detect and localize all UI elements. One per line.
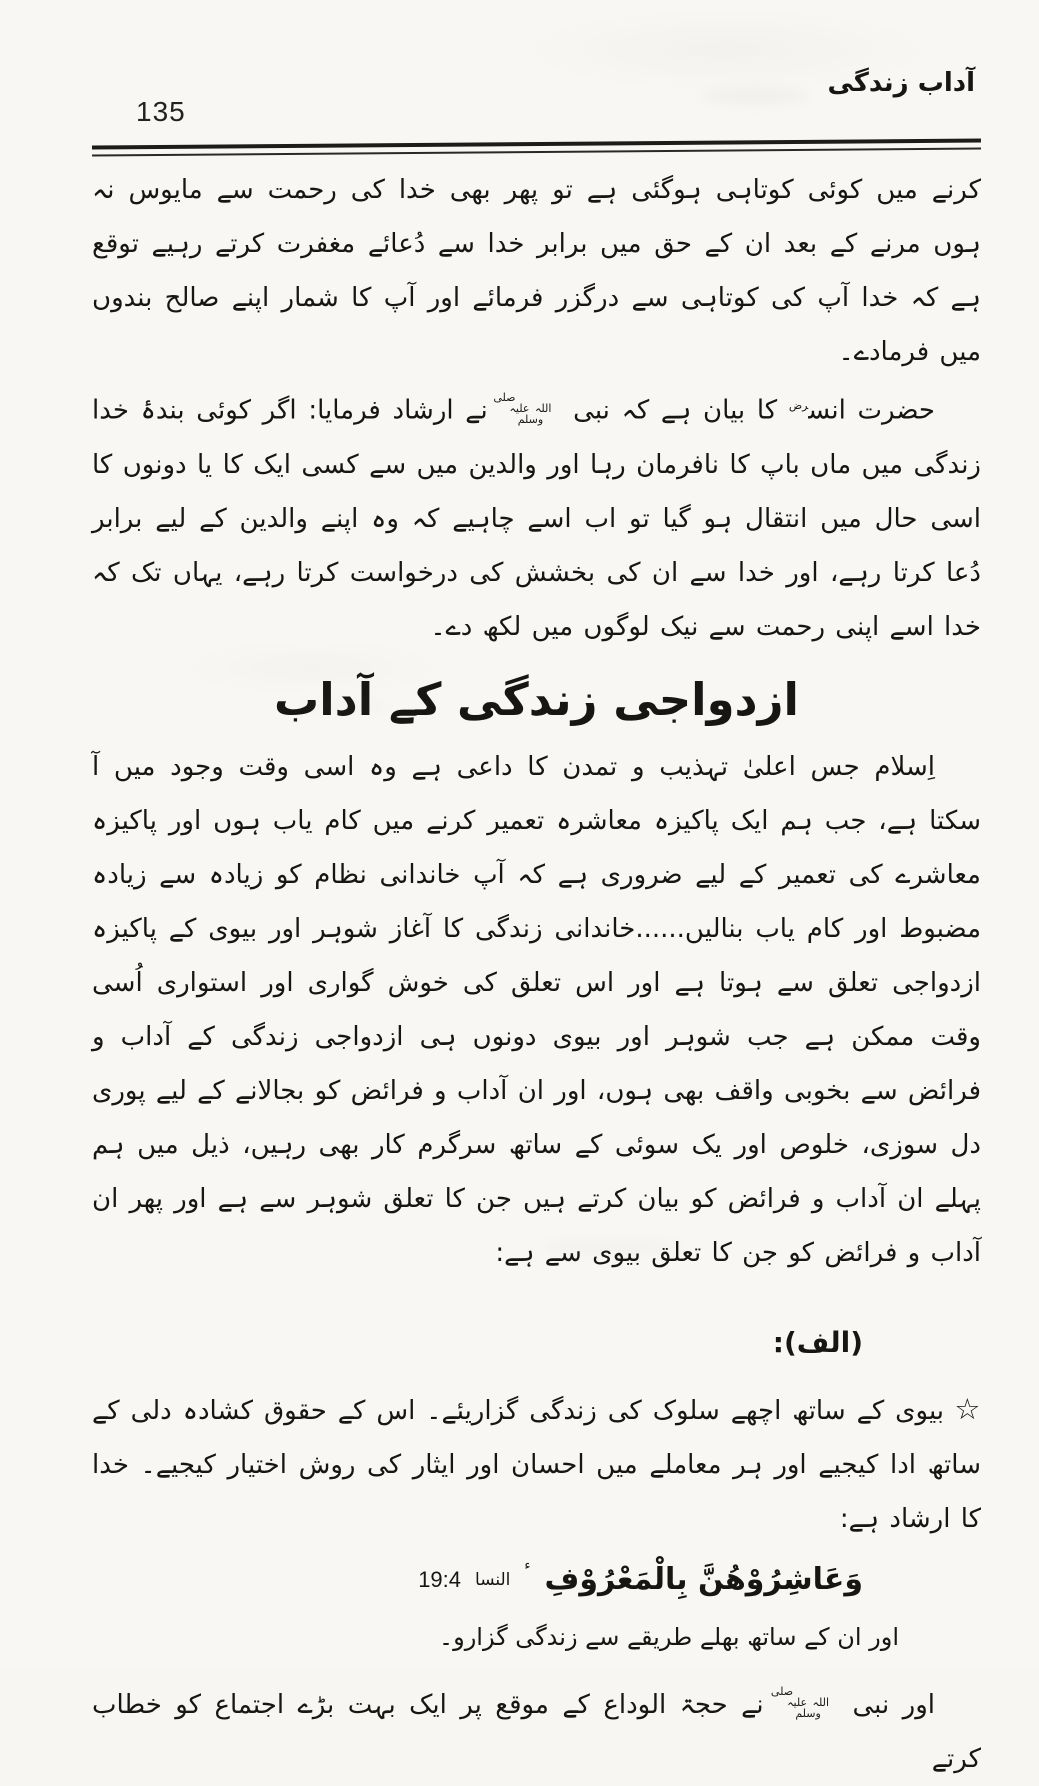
paragraph-intro-marriage: اِسلام جس اعلیٰ تہذیب و تمدن کا داعی ہے وہ اسی وقت وجود میں آ سکتا ہے، جب ہم ایک پاکیزہ معاشرہ تعمیر کرنے میں کام یاب ہوں اور پاکیزہ معاشرے کی تعمیر کے لیے ضروری ہے کہ آپ خاندانی نظام کو زیادہ سے زیادہ مضبوط اور کام یاب بنالیں......خاندانی زندگی کا آغاز شوہر اور بیوی کے پاکیزہ ازدواجی تعلق سے ہوتا ہے اور اس تعلق کی خوش گواری اور استواری اُسی وقت ممکن ہے جب شوہر اور بیوی دونوں ہی ازدواجی زندگی کے آداب و فرائض سے بخوبی واقف بھی ہوں، اور ان آداب و فرائض کو بجالانے کے لیے پوری دل سوزی، خلوص اور یک سوئی کے ساتھ سرگرم کار بھی رہیں، ذیل میں ہم پہلے ان آداب و فرائض کو بیان کرتے ہیں جن کا تعلق شوہر سے ہے اور پھر ان آداب و فرائض کو جن کا تعلق بیوی سے ہے: bbox=[92, 751, 981, 1268]
waqf-pause-mark: ء bbox=[524, 1557, 531, 1573]
sallallahu-alaihi-wasallam-mark: صلی اللہ علیہ وسلم bbox=[770, 1684, 830, 1720]
running-title: آداب زندگی bbox=[827, 68, 975, 98]
closing-rest: نے حجۃ الوداع کے موقع پر ایک بہت بڑے اجتماع کو خطاب کرتے bbox=[92, 1689, 981, 1774]
hadith-lead: حضرت انس bbox=[808, 395, 935, 426]
star-bullet-icon: ☆ bbox=[954, 1391, 982, 1426]
paragraph-hajjatul-wida bbox=[92, 1678, 981, 1786]
radiallahu-anhu-mark: رض bbox=[788, 399, 809, 412]
quran-verse-arabic: وَعَاشِرُوْهُنَّ بِالْمَعْرُوْفِ bbox=[544, 1562, 863, 1598]
verse-translation: اور ان کے ساتھ بھلے طریقے سے زندگی گزارو۔ bbox=[439, 1622, 899, 1651]
page-body bbox=[92, 163, 981, 1786]
closing-lead: اور نبی bbox=[839, 1689, 935, 1720]
sallallahu-alaihi-wasallam-mark: صلی اللہ علیہ وسلم bbox=[493, 390, 552, 426]
verse-reference-number: 19:4 bbox=[418, 1566, 462, 1592]
verse-reference-surah: النسا bbox=[475, 1569, 511, 1590]
section-heading: ازدواجی زندگی کے آداب bbox=[274, 672, 799, 726]
bullet-text: بیوی کے ساتھ اچھے سلوک کی زندگی گزاریئے۔ اس کے حقوق کشادہ دلی کے ساتھ ادا کیجیے اور ہر معاملے میں احسان اور ایثار کی روش اختیار کیجیے۔ خدا کا ارشاد ہے: bbox=[92, 1395, 981, 1534]
hadith-rest: نے ارشاد فرمایا: اگر کوئی بندۂ خدا زندگی میں ماں باپ کا نافرمان رہا اور والدین میں سے کسی ایک کا یا دونوں کا اسی حال میں انتقال ہو گیا تو اب اسے چاہیے کہ وہ اپنے والدین کے لیے برابر دُعا کرتا رہے، اور خدا سے ان کی بخشش کی درخواست کرتا رہے، یہاں تک کہ خدا اسے اپنی رحمت سے نیک لوگوں میں لکھ دے۔ bbox=[92, 395, 981, 642]
paragraph-continuation: کرنے میں کوئی کوتاہی ہوگئی ہے تو پھر بھی خدا کی رحمت سے مایوس نہ ہوں مرنے کے بعد ان کے حق میں برابر خدا سے دُعائے مغفرت کرتے رہیے توقع ہے کہ خدا آپ کی کوتاہی سے درگزر فرمائے اور آپ کا شمار اپنے صالح بندوں میں فرمادے۔ bbox=[92, 175, 981, 367]
bullet-item-good-conduct bbox=[92, 1382, 981, 1546]
page-header bbox=[92, 66, 981, 142]
paragraph-hadith-anas bbox=[92, 379, 981, 654]
quran-verse-line bbox=[92, 1556, 981, 1604]
page-number: 135 bbox=[136, 96, 186, 127]
list-label-alif: (الف): bbox=[772, 1325, 863, 1359]
hadith-mid: کا بیان ہے کہ نبی bbox=[561, 395, 789, 426]
